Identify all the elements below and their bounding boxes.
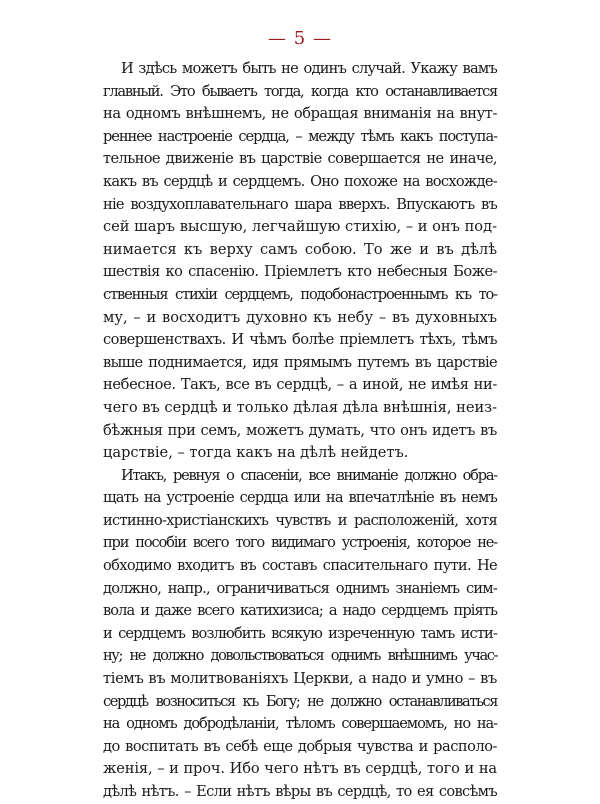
text-line: и сердцемъ возлюбить всякую изреченную тамъ исти- (103, 624, 497, 642)
text-line: му, – и восходитъ духовно къ небу – въ духовныхъ (103, 308, 497, 326)
text-line: тельное движеніе въ царствіе совершается не иначе, (103, 150, 497, 168)
text-line: обходимо входитъ въ составъ спасительнаго пути. Не (103, 557, 497, 575)
text-line: ственныя стихіи сердцемъ, подобонастроеннымъ къ то- (103, 285, 497, 303)
text-line: какъ въ сердцѣ и сердцемъ. Оно похоже на восхожде- (103, 172, 497, 190)
text-line: нимается къ верху самъ собою. То же и въ дѣлѣ (103, 240, 497, 258)
text-line: реннее настроеніе сердца, – между тѣмъ какъ поступа- (103, 127, 497, 145)
text-line: женія, – и проч. Ибо чего нѣтъ въ сердцѣ, того и на (103, 760, 497, 778)
text-line: щать на устроеніе сердца или на впечатлѣніе въ немъ (103, 489, 497, 507)
text-line: должно, напр., ограничиваться однимъ знаніемъ сим- (103, 579, 497, 597)
text-line: совершенствахъ. И чѣмъ болѣе пріемлетъ тѣхъ, тѣмъ (103, 331, 497, 349)
paragraph-2 (103, 465, 497, 804)
text-line: на одномъ внѣшнемъ, не обращая вниманія на внут- (103, 105, 497, 123)
text-line: чего въ сердцѣ и только дѣлая дѣла внѣшнія, неиз- (103, 398, 497, 416)
text-line: Итакъ, ревнуя о спасеніи, все вниманіе должно обра- (121, 466, 497, 484)
text-line: истинно-христіанскихъ чувствъ и расположеній, хотя (103, 511, 497, 529)
text-line: вола и даже всего катихизиса; а надо сердцемъ пріять (103, 602, 497, 620)
text-line: выше поднимается, идя прямымъ путемъ въ царствіе (103, 353, 497, 371)
text-line: до воспитать въ себѣ еще добрыя чувства и располо- (103, 737, 497, 755)
text-line: бѣжныя при семъ, можетъ думать, что онъ идетъ въ (103, 421, 497, 439)
text-line: при пособіи всего того видимаго устроенія, которое не- (103, 534, 497, 552)
text-line: дѣлѣ нѣтъ. – Если нѣтъ вѣры въ сердцѣ, то ея совсѣмъ (103, 783, 497, 800)
page-number: — 5 — (268, 28, 332, 49)
text-line: ну; не должно довольствоваться однимъ внѣшнимъ учас- (103, 647, 497, 665)
paragraph-1 (103, 58, 497, 465)
text-line: небесное. Такъ, все въ сердцѣ, – а иной, не имѣя ни- (103, 376, 497, 394)
text-line: шествія ко спасенію. Пріемлетъ кто небесныя Боже- (103, 263, 497, 281)
text-line: ніе воздухоплавательнаго шара вверхъ. Впускаютъ въ (103, 195, 497, 213)
text-line: царствіе, – тогда какъ на дѣлѣ нейдетъ. (103, 444, 409, 462)
text-line: сердцѣ возноситься къ Богу; не должно останавливаться (103, 692, 497, 710)
text-line: главный. Это бываетъ тогда, когда кто останавливается (103, 82, 497, 100)
text-line: тіемъ въ молитвованіяхъ Церкви, а надо и умно – въ (103, 670, 497, 688)
text-line: на одномъ добродѣланіи, тѣломъ совершаемомъ, но на- (103, 715, 497, 733)
body-text (103, 58, 497, 804)
text-line: сей шаръ высшую, легчайшую стихію, – и онъ под- (103, 218, 498, 236)
text-line: И здѣсь можетъ быть не одинъ случай. Укажу вамъ (121, 60, 497, 77)
